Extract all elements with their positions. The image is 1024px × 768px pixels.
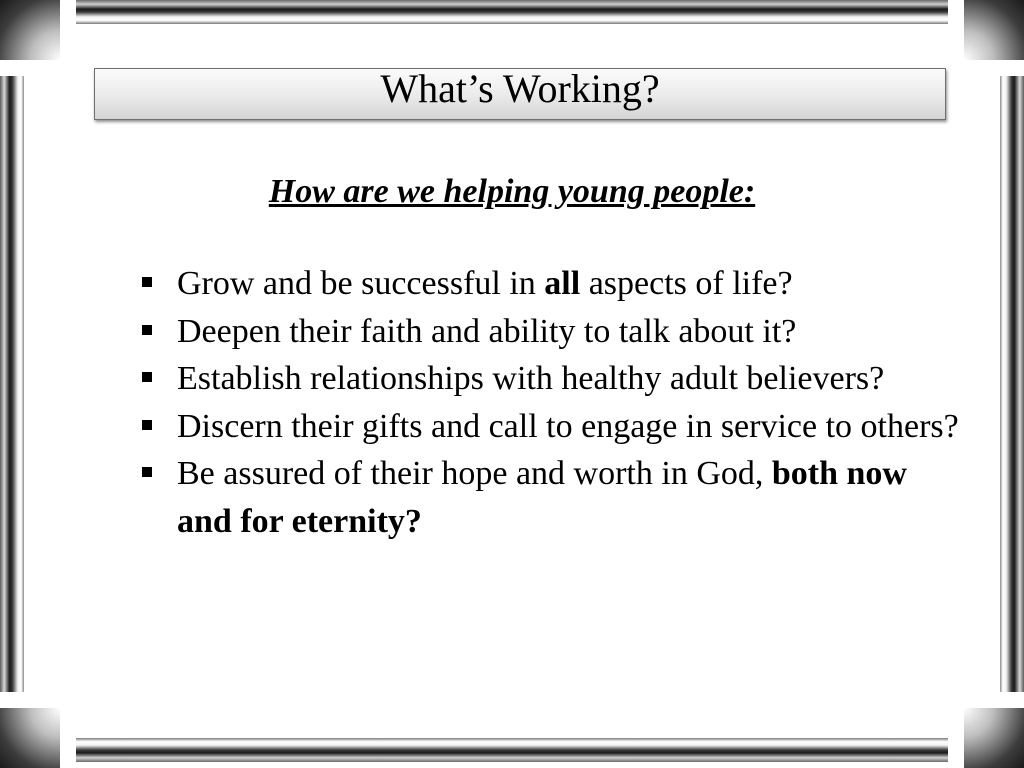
bullet-text-bold: both now and for eternity? [177, 455, 907, 540]
square-bullet-icon [142, 372, 152, 382]
bullet-text: aspects of life? [580, 265, 793, 302]
frame-corner-top-left [0, 0, 60, 60]
frame-bar-left [0, 76, 24, 692]
frame-bar-right [1000, 76, 1024, 692]
slide-title: What’s Working? [380, 66, 660, 111]
bullet-item [140, 355, 970, 403]
bullet-text: Be assured of their hope and worth in God, [177, 455, 772, 492]
bullet-item [140, 308, 970, 356]
square-bullet-icon [142, 325, 152, 335]
frame-corner-bottom-right [964, 708, 1024, 768]
frame-bar-bottom [76, 738, 948, 762]
frame-bar-top [76, 0, 948, 24]
frame-corner-bottom-left [0, 708, 60, 768]
bullet-text: Discern their gifts and call to engage in service to others? [177, 407, 959, 445]
bullet-item [140, 450, 970, 545]
bullet-text: Establish relationships with healthy adult believers? [177, 360, 885, 397]
square-bullet-icon [142, 420, 152, 430]
bullet-item [140, 260, 970, 308]
bullet-text-bold: all [544, 265, 581, 302]
slide-subtitle: How are we helping young people: [268, 173, 756, 210]
title-box [94, 68, 946, 120]
bullet-text: Deepen their faith and ability to talk about it? [177, 312, 797, 350]
square-bullet-icon [142, 467, 152, 477]
bullet-text: Grow and be successful in [177, 265, 545, 302]
bullet-item [140, 403, 970, 451]
frame-corner-top-right [964, 0, 1024, 60]
square-bullet-icon [142, 277, 152, 287]
bullet-list [140, 260, 970, 545]
